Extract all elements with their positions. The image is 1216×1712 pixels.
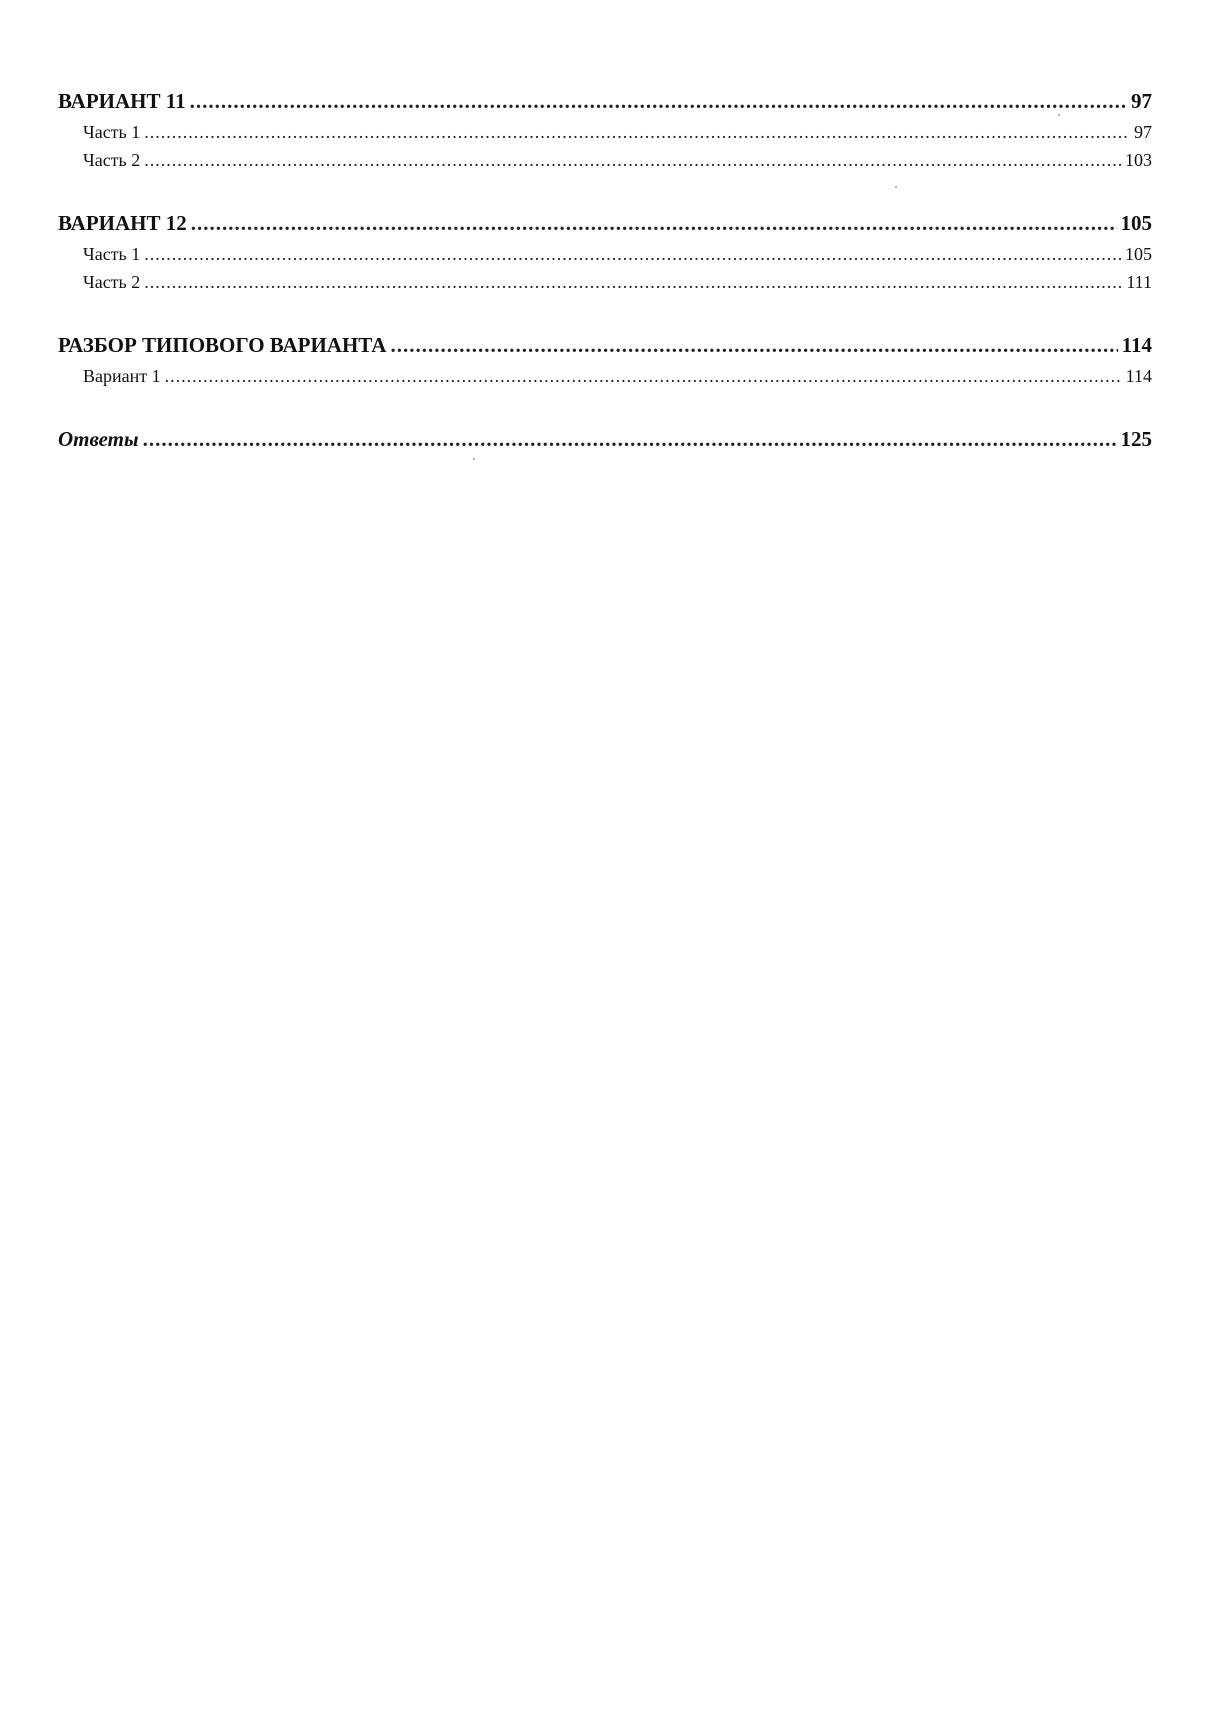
toc-item-title: Часть 1 [83,122,141,142]
toc-item[interactable] [58,118,1152,146]
toc-item-title: Вариант 1 [83,366,161,386]
dot-leader [143,422,1117,456]
dot-leader [390,328,1117,362]
toc-item[interactable] [58,146,1152,174]
toc-page-number: 105 [1120,211,1152,235]
toc-page-number: 105 [1125,244,1152,264]
toc-page-number: 114 [1125,366,1152,386]
toc-section-answers [58,422,1152,456]
toc-page-number: 103 [1125,150,1152,170]
table-of-contents [58,84,1152,488]
dot-leader [144,268,1122,296]
toc-section-variant-12 [58,206,1152,296]
toc-item-title: Часть 1 [83,244,141,264]
toc-page-number: 114 [1121,333,1152,357]
toc-heading-title: ВАРИАНТ 12 [58,211,187,235]
dot-leader [165,362,1122,390]
toc-item-title: Часть 2 [83,272,141,292]
toc-page-number: 97 [1131,89,1152,113]
dot-leader [144,240,1121,268]
scan-speck [473,458,475,460]
toc-item-title: Часть 2 [83,150,141,170]
toc-heading[interactable] [58,422,1152,456]
toc-section-variant-11 [58,84,1152,174]
toc-heading[interactable] [58,206,1152,240]
toc-item[interactable] [58,268,1152,296]
scan-speck [1058,114,1060,116]
toc-heading-title: ВАРИАНТ 11 [58,89,186,113]
toc-heading[interactable] [58,328,1152,362]
dot-leader [144,118,1130,146]
dot-leader [144,146,1121,174]
dot-leader [191,206,1117,240]
toc-item[interactable] [58,240,1152,268]
toc-section-analysis [58,328,1152,390]
toc-item[interactable] [58,362,1152,390]
toc-page-number: 125 [1120,427,1152,451]
toc-heading-title: РАЗБОР ТИПОВОГО ВАРИАНТА [58,333,387,357]
toc-heading-title: Ответы [58,427,139,451]
toc-page-number: 111 [1126,272,1152,292]
toc-page-number: 97 [1134,122,1152,142]
toc-heading[interactable] [58,84,1152,118]
scan-speck [895,186,897,188]
dot-leader [190,84,1127,118]
